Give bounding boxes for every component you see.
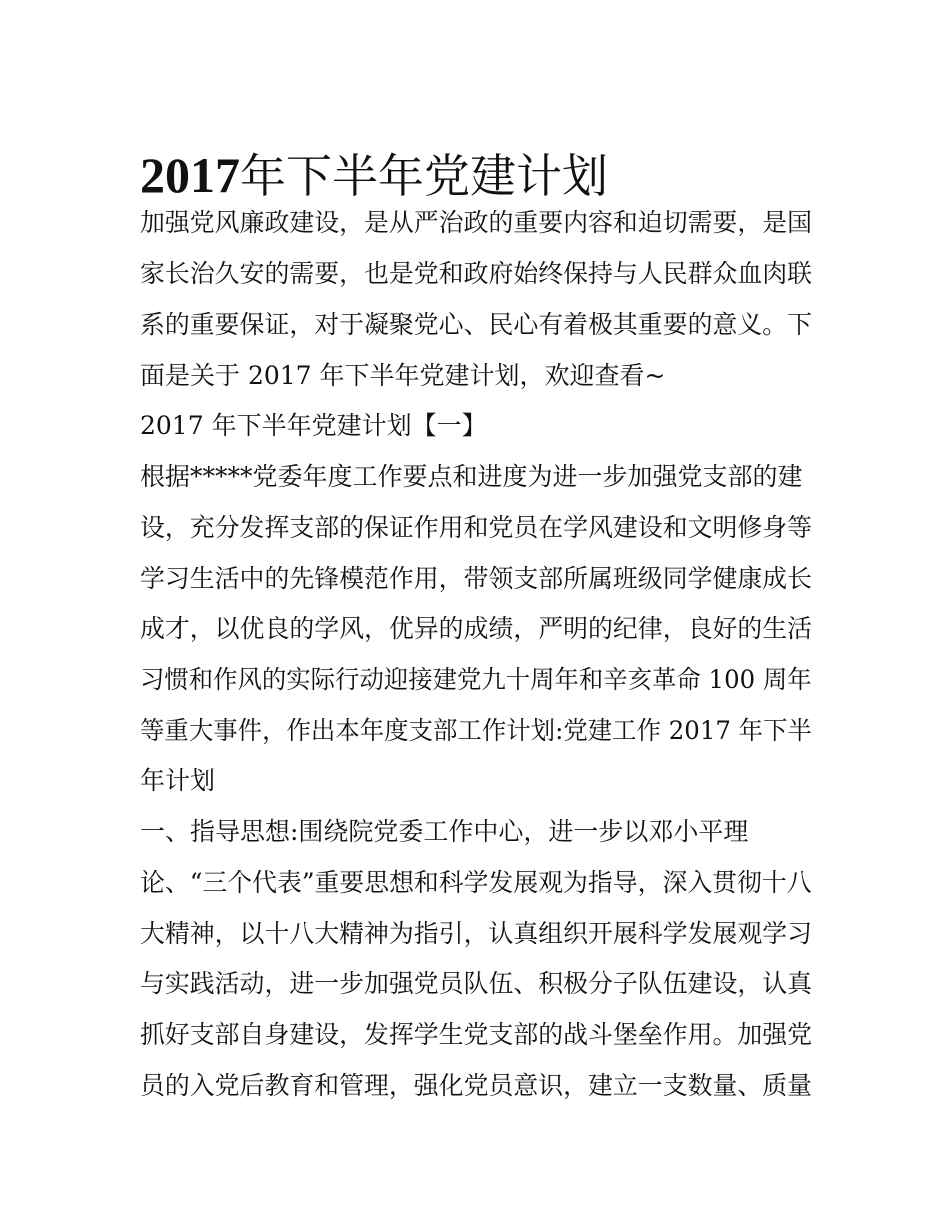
paragraph-line: 习惯和作风的实际行动迎接建党九十周年和辛亥革命 100 周年: [140, 665, 812, 694]
paragraph-line: 大精神，以十八大精神为指引，认真组织开展科学发展观学习: [140, 919, 813, 948]
paragraph-line: 等重大事件，作出本年度支部工作计划:党建工作 2017 年下半: [140, 716, 812, 745]
section-heading: 2017 年下半年党建计划【一】: [140, 411, 487, 440]
paragraph-line: 与实践活动，进一步加强党员队伍、积极分子队伍建设，认真: [140, 969, 813, 998]
paragraph-line: 抓好支部自身建设，发挥学生党支部的战斗堡垒作用。加强党: [140, 1020, 813, 1049]
paragraph-line: 加强党风廉政建设，是从严治政的重要内容和迫切需要，是国: [140, 208, 813, 237]
paragraph-line: 系的重要保证，对于凝聚党心、民心有着极其重要的意义。下: [140, 310, 813, 339]
paragraph-line: 年计划: [140, 766, 216, 795]
paragraph-line: 学习生活中的先锋模范作用，带领支部所属班级同学健康成长: [140, 564, 813, 593]
title-text: 年下半年党建计划: [240, 148, 608, 203]
paragraph-line: 员的入党后教育和管理，强化党员意识，建立一支数量、质量: [140, 1071, 813, 1100]
paragraph-line: 成才，以优良的学风，优异的成绩，严明的纪律，良好的生活: [140, 614, 813, 643]
paragraph-line: 面是关于 2017 年下半年党建计划，欢迎查看~: [140, 361, 666, 390]
paragraph-line: 一、指导思想:围绕院党委工作中心，进一步以邓小平理: [140, 817, 749, 846]
paragraph-line: 根据*****党委年度工作要点和进度为进一步加强党支部的建: [140, 462, 803, 491]
title-year: 2017: [140, 146, 240, 203]
paragraph-line: 家长治久安的需要，也是党和政府始终保持与人民群众血肉联: [140, 259, 813, 288]
paragraph-line: 论、“三个代表”重要思想和科学发展观为指导，深入贯彻十八: [140, 868, 812, 897]
document-title: [140, 143, 608, 208]
paragraph-line: 设，充分发挥支部的保证作用和党员在学风建设和文明修身等: [140, 513, 813, 542]
